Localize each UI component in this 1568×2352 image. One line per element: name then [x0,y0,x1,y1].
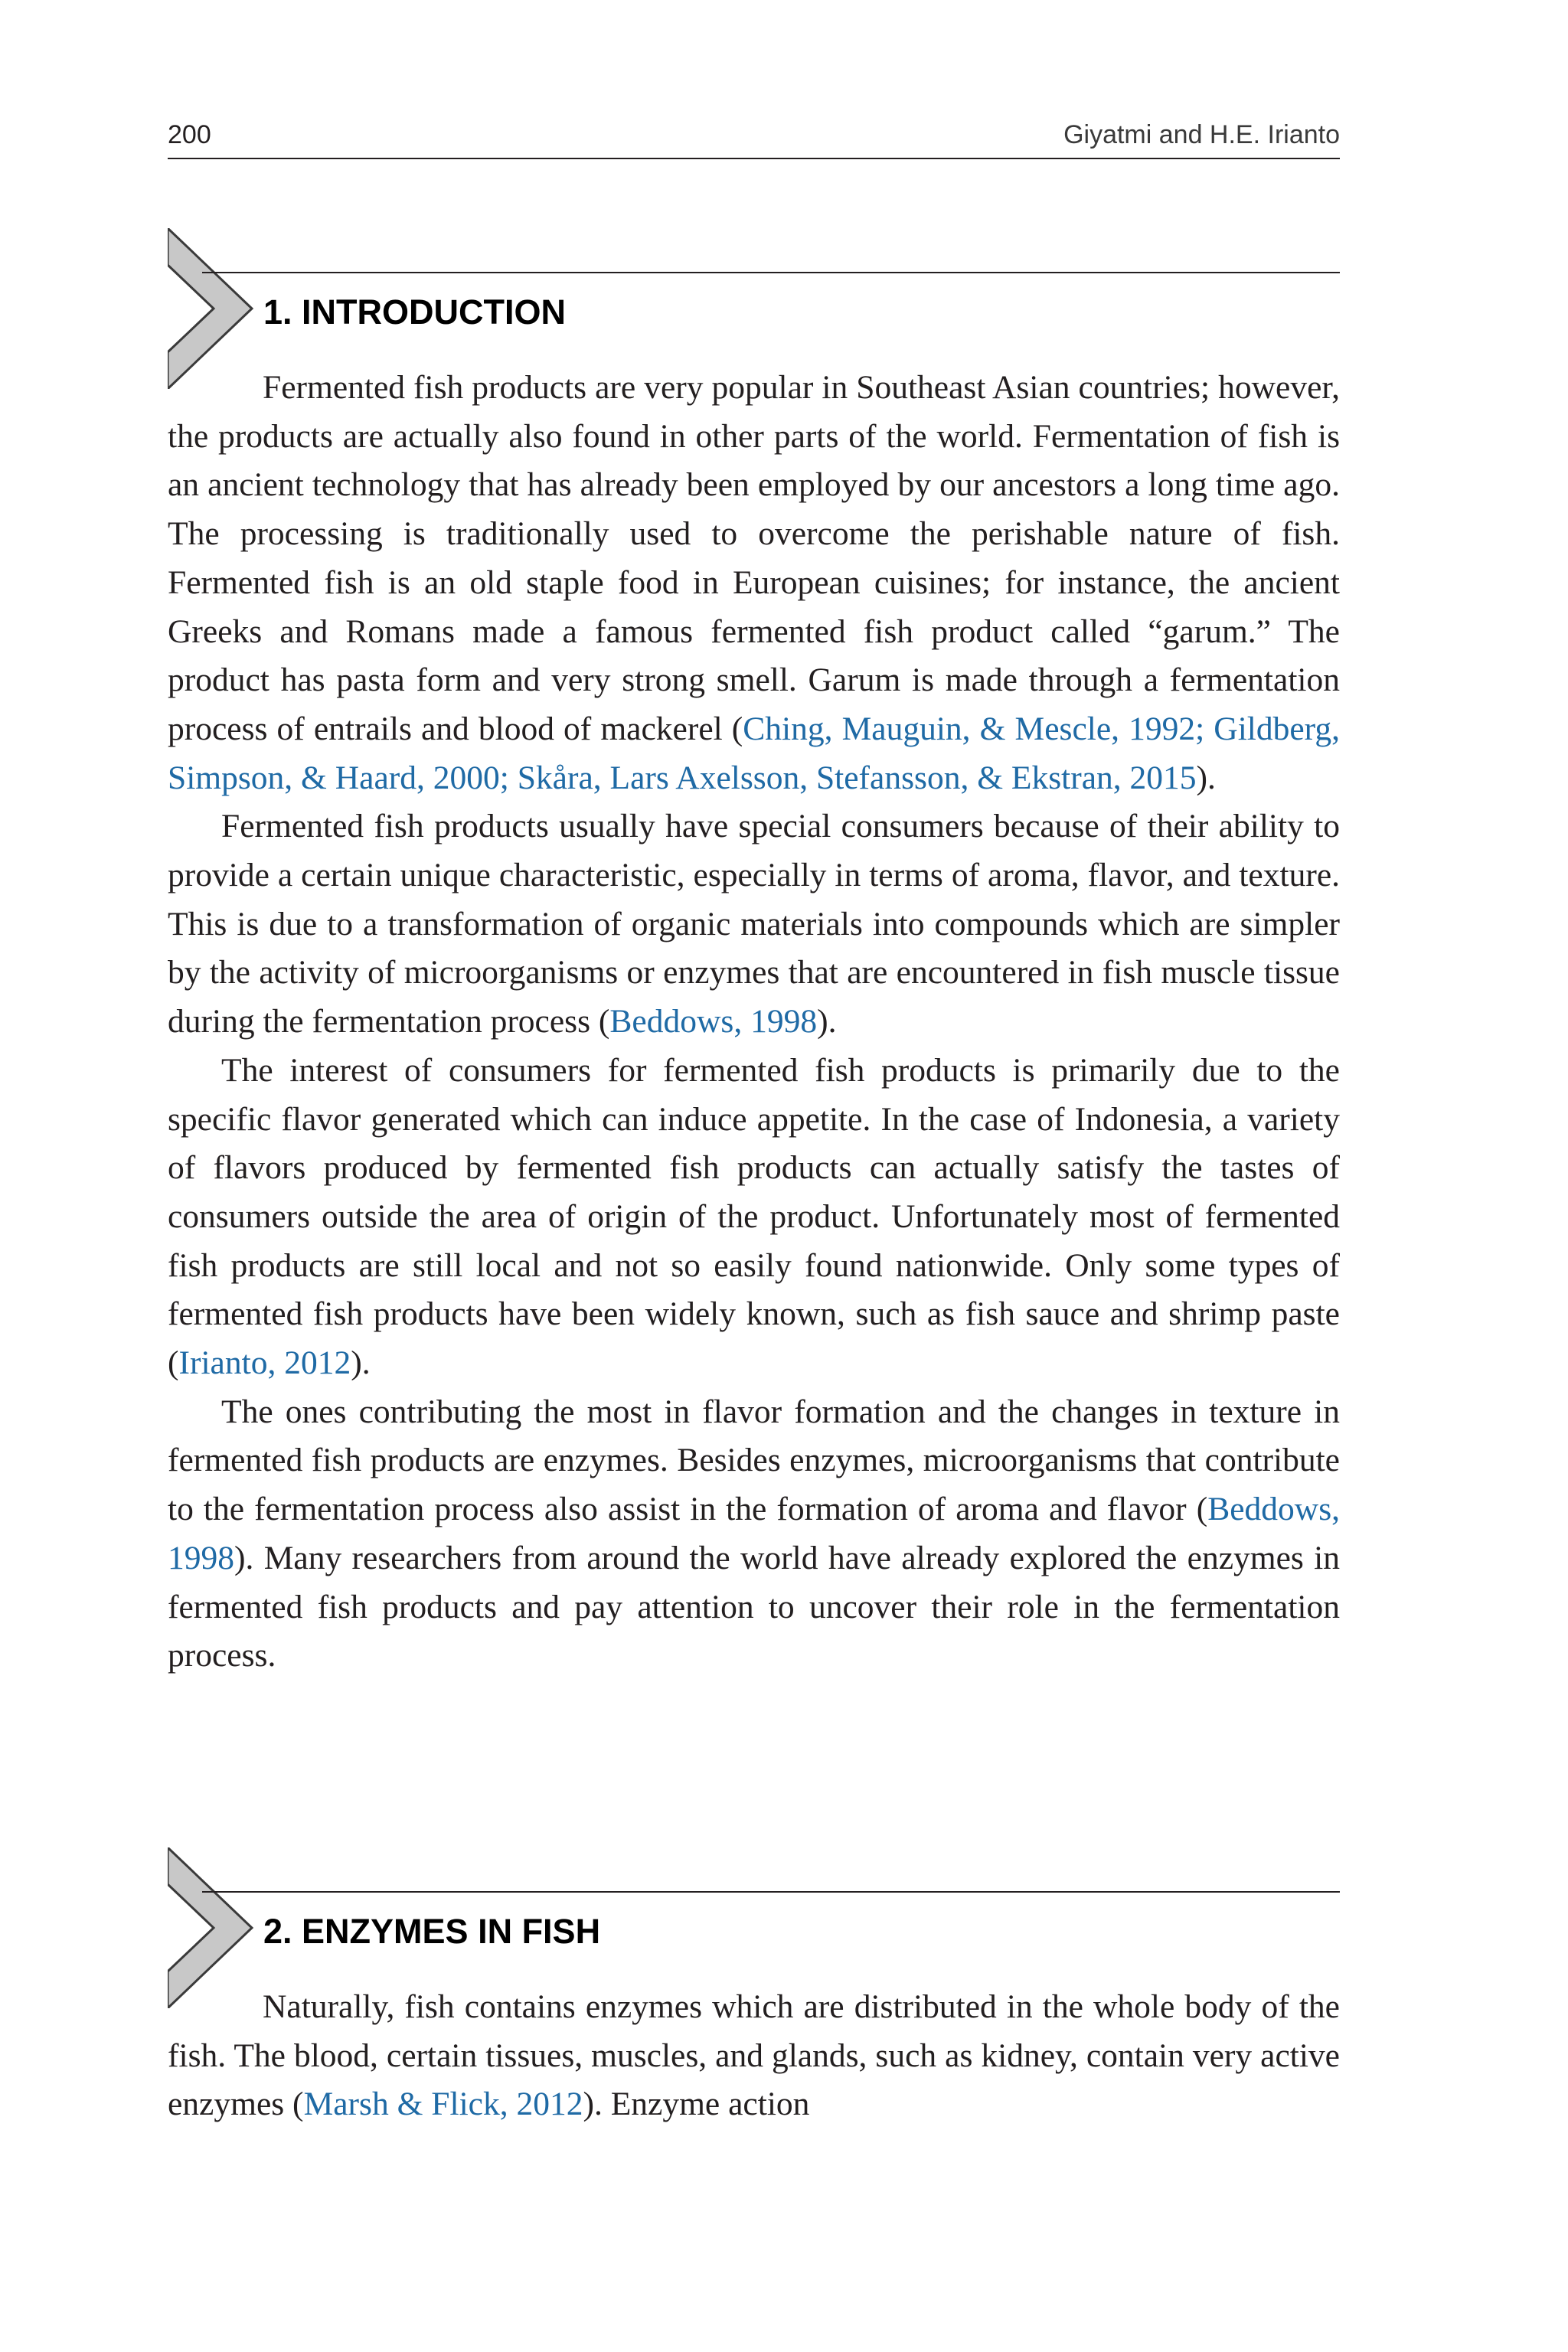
citation-link[interactable]: Irianto, 2012 [178,1344,351,1382]
paragraph [168,1047,1340,1388]
paragraph-text: Naturally, fish contains enzymes which are distributed in the whole body of the fish. The blood, certain tissues, muscles, and glands, such as kidney, contain very active enzymes ( [168,1988,1340,2123]
paragraph-text: ). Many researchers from around the world have already explored the enzymes in fermented fish products and pay attention to uncover their role in the fermentation process. [168,1539,1340,1674]
paragraph-text: ). [1196,759,1216,796]
paragraph-text: ). [817,1003,837,1040]
citation-link[interactable]: Marsh & Flick, 2012 [303,2086,583,2123]
paragraph-text: The interest of consumers for fermented fish products is primarily due to the specific flavor generated which can induce appetite. In the case of Indonesia, a variety of flavors produced by fermented fish products can actually satisfy the tastes of consumers outside the area of origin of the product. Unfortunately most of fermented fish products are still local and not so easily found nationwide. Only some types of fermented fish products have been widely known, such as fish sauce and shrimp paste ( [168,1051,1340,1382]
section-heading-enzymes-in-fish: 2. ENZYMES IN FISH [263,1912,601,1951]
paragraph-text: ). [351,1344,371,1382]
paragraph [168,1983,1340,2129]
running-head-authors: Giyatmi and H.E. Irianto [1063,120,1340,149]
paragraph [168,1388,1340,1681]
citation-link[interactable]: Beddows, 1998 [168,1491,1340,1576]
citation-link[interactable]: Beddows, 1998 [609,1003,818,1040]
section-introduction-body [168,364,1340,1681]
section-rule [202,272,1340,273]
paragraph-text: ). Enzyme action [583,2086,810,2123]
section-enzymes-body [168,1983,1340,2129]
citation-link[interactable]: Ching, Mauguin, & Mescle, 1992; Gildberg, Simpson, & Haard, 2000; Skåra, Lars Axelsson, Stefansson, & Ekstran, 2015 [168,710,1340,796]
paragraph [168,364,1340,802]
section-heading-introduction: 1. INTRODUCTION [263,292,567,332]
section-rule [202,1891,1340,1893]
paragraph-text: Fermented fish products usually have special consumers because of their ability to provide a certain unique characteristic, especially in terms of aroma, flavor, and texture. This is due to a transformation of organic materials into compounds which are simpler by the activity of microorganisms or enzymes that are encountered in fish muscle tissue during the fermentation process ( [168,808,1340,1040]
page-number: 200 [168,120,211,149]
paragraph-text: The ones contributing the most in flavor formation and the changes in texture in fermented fish products are enzymes. Besides enzymes, microorganisms that contribute to the fermentation process also assist in the formation of aroma and flavor ( [168,1393,1340,1528]
running-head [168,115,1340,159]
paragraph-text: Fermented fish products are very popular in Southeast Asian countries; however, the products are actually also found in other parts of the world. Fermentation of fish is an ancient technology that has already been employed by our ancestors a long time ago. The processing is traditionally used to overcome the perishable nature of fish. Fermented fish is an old staple food in European cuisines; for instance, the ancient Greeks and Romans made a famous fermented fish product called “garum.” The product has pasta form and very strong smell. Garum is made through a fermentation process of entrails and blood of mackerel ( [168,369,1340,747]
paragraph [168,802,1340,1047]
